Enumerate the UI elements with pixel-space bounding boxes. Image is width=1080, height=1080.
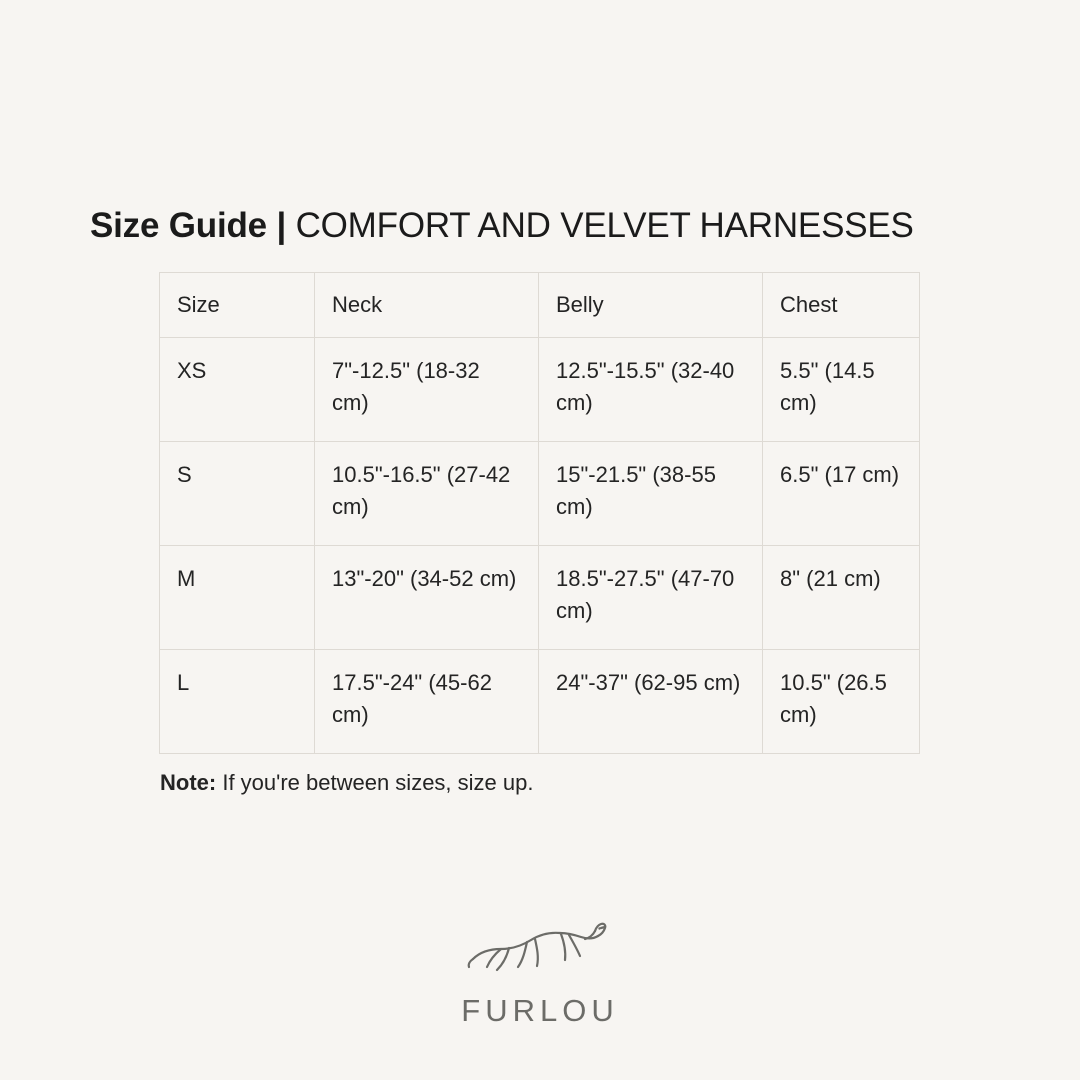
cell-neck: 7"-12.5" (18-32 cm) [315, 337, 539, 441]
cell-belly: 12.5"-15.5" (32-40 cm) [539, 337, 763, 441]
cell-size: L [160, 649, 315, 753]
page-title [90, 206, 914, 246]
page-title-rest: COMFORT AND VELVET HARNESSES [295, 206, 914, 245]
cell-neck: 13"-20" (34-52 cm) [315, 545, 539, 649]
size-table [159, 272, 920, 754]
cell-size: M [160, 545, 315, 649]
cell-belly: 18.5"-27.5" (47-70 cm) [539, 545, 763, 649]
note-label: Note: [160, 770, 217, 795]
column-header-belly: Belly [539, 273, 763, 338]
brand-wordmark: FURLOU [461, 993, 619, 1028]
table-row [160, 337, 920, 441]
table-row [160, 649, 920, 753]
cell-neck: 10.5"-16.5" (27-42 cm) [315, 441, 539, 545]
column-header-chest: Chest [763, 273, 920, 338]
note-text: If you're between sizes, size up. [216, 770, 534, 795]
cell-chest: 6.5" (17 cm) [763, 441, 920, 545]
cell-belly: 15"-21.5" (38-55 cm) [539, 441, 763, 545]
cell-size: XS [160, 337, 315, 441]
cell-chest: 10.5" (26.5 cm) [763, 649, 920, 753]
cell-size: S [160, 441, 315, 545]
table-row [160, 441, 920, 545]
column-header-neck: Neck [315, 273, 539, 338]
size-table-wrapper [159, 272, 919, 754]
table-row [160, 545, 920, 649]
note [160, 770, 533, 796]
cell-belly: 24"-37" (62-95 cm) [539, 649, 763, 753]
cell-chest: 8" (21 cm) [763, 545, 920, 649]
running-dog-icon [0, 915, 1080, 985]
page-title-strong: Size Guide | [90, 206, 296, 245]
cell-neck: 17.5"-24" (45-62 cm) [315, 649, 539, 753]
brand-logo [0, 915, 1080, 1029]
table-header-row [160, 273, 920, 338]
column-header-size: Size [160, 273, 315, 338]
cell-chest: 5.5" (14.5 cm) [763, 337, 920, 441]
